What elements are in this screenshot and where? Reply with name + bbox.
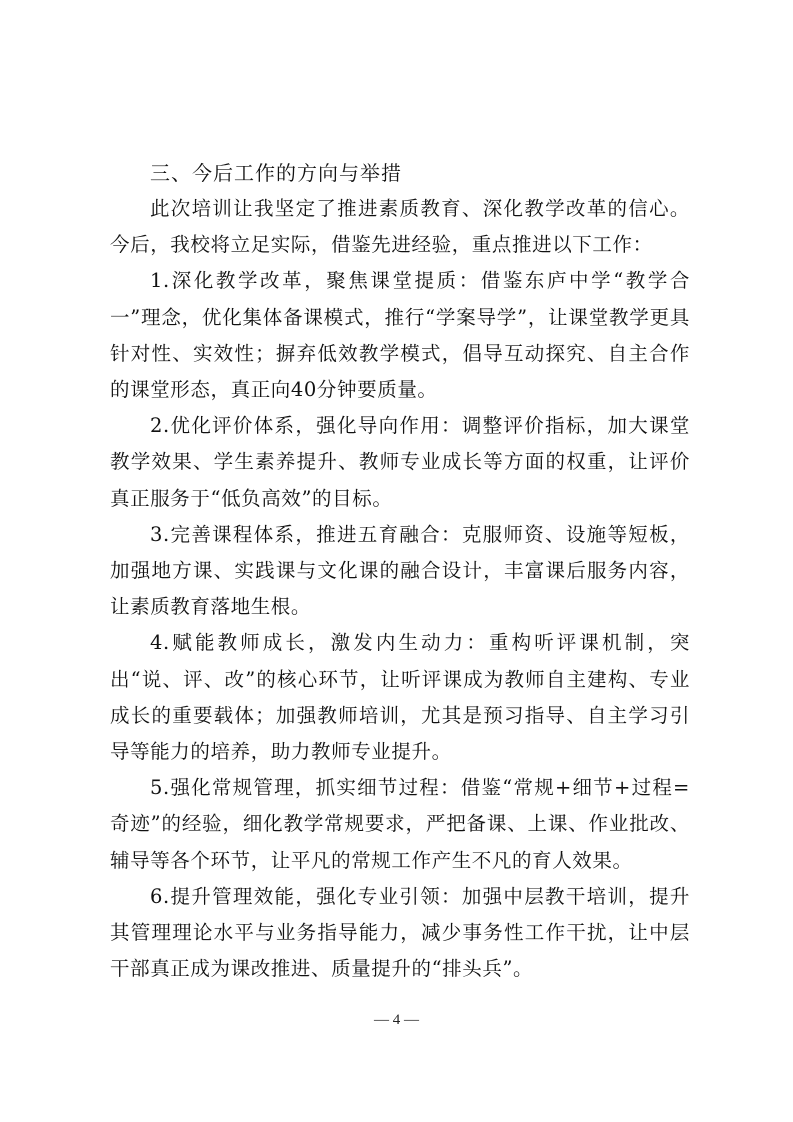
paragraph-item-5: 5.强化常规管理，抓实细节过程：借鉴“常规+细节+过程=奇迹”的经验，细化教学常规要求，严把备课、上课、作业批改、辅导等各个环节，让平凡的常规工作产生不凡的育人效果。	[110, 776, 690, 872]
paragraph-item-3: 3.完善课程体系，推进五育融合：克服师资、设施等短板，加强地方课、实践课与文化课的融合设计，丰富课后服务内容，让素质教育落地生根。	[110, 522, 690, 619]
section-heading: 三、今后工作的方向与举措	[150, 161, 402, 185]
document-body	[110, 155, 690, 987]
page-number: — 4 —	[374, 1012, 419, 1028]
paragraph-item-1: 1.深化教学改革，聚焦课堂提质：借鉴东庐中学“教学合一”理念，优化集体备课模式，推行“学案导学”，让课堂教学更具针对性、实效性；摒弃低效教学模式，倡导互动探究、自主合作的课堂形态，真正向40分钟要质量。	[110, 269, 690, 402]
paragraph-item-4: 4.赋能教师成长，激发内生动力：重构听评课机制，突出“说、评、改”的核心环节，让听评课成为教师自主建构、专业成长的重要载体；加强教师培训，尤其是预习指导、自主学习引导等能力的培养，助力教师专业提升。	[110, 631, 690, 764]
paragraph-item-2: 2.优化评价体系，强化导向作用：调整评价指标，加大课堂教学效果、学生素养提升、教师专业成长等方面的权重，让评价真正服务于“低负高效”的目标。	[110, 414, 690, 510]
paragraph-intro: 此次培训让我坚定了推进素质教育、深化教学改革的信心。今后，我校将立足实际，借鉴先进经验，重点推进以下工作：	[110, 197, 690, 257]
paragraph-item-6: 6.提升管理效能，强化专业引领：加强中层教干培训，提升其管理理论水平与业务指导能力，减少事务性工作干扰，让中层干部真正成为课改推进、质量提升的“排头兵”。	[110, 884, 690, 981]
